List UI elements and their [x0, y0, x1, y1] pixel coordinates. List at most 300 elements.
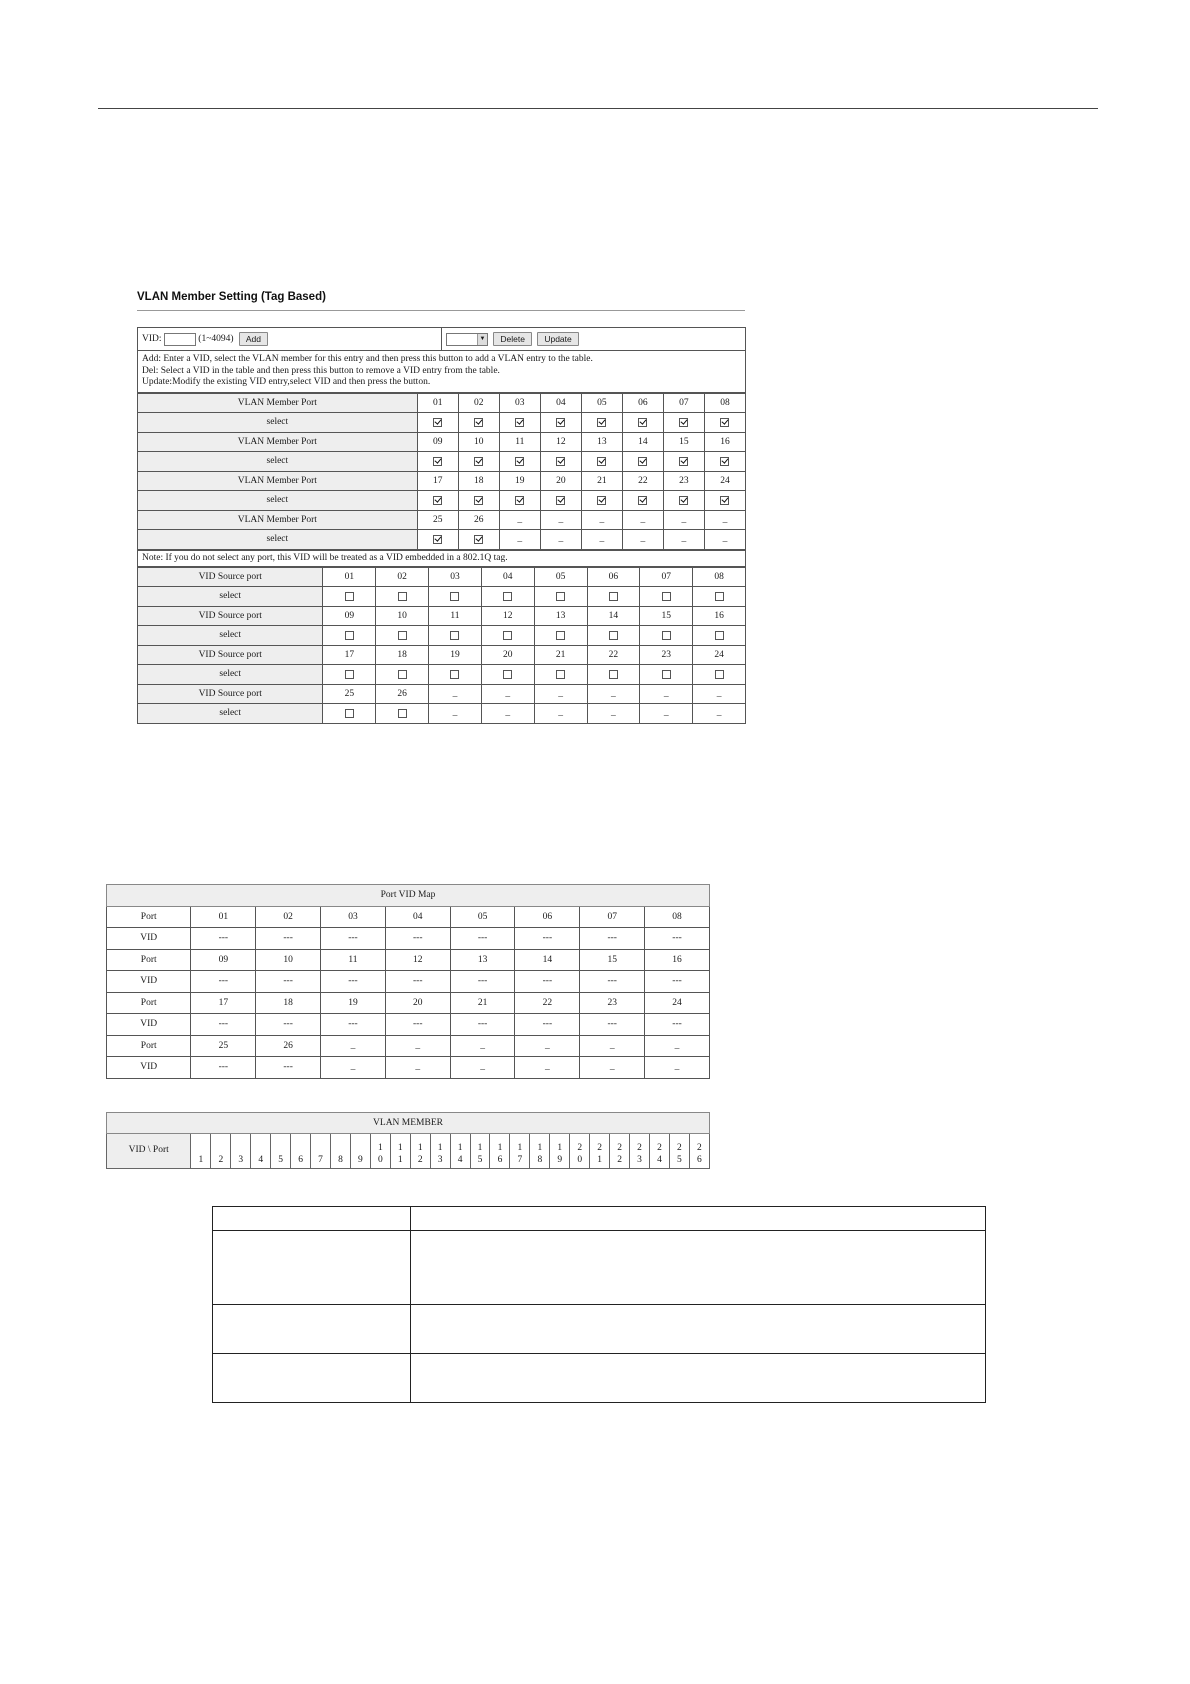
- pvm-vid-value: ---: [256, 971, 321, 993]
- pvm-vid-value: ---: [191, 1057, 256, 1079]
- port-checkbox[interactable]: [433, 418, 442, 427]
- port-checkbox[interactable]: [515, 418, 524, 427]
- port-number: 17: [323, 645, 376, 665]
- member-select-row: [138, 530, 746, 550]
- select-label: select: [138, 704, 323, 724]
- pvm-port-row: [107, 906, 710, 928]
- port-number: 12: [481, 606, 534, 626]
- pvm-vid-value: _: [450, 1057, 515, 1079]
- port-checkbox[interactable]: [556, 418, 565, 427]
- pvm-vid-value: ---: [450, 1014, 515, 1036]
- pvm-port-label: Port: [107, 906, 191, 928]
- empty-mark: _: [611, 708, 616, 719]
- pvm-vid-label: VID: [107, 928, 191, 950]
- member-port-label: VLAN Member Port: [138, 471, 418, 491]
- desc-row-item: [213, 1231, 411, 1305]
- select-cell: [417, 530, 458, 550]
- port-number: _: [704, 510, 745, 530]
- port-checkbox[interactable]: [503, 631, 512, 640]
- port-vid-map-title: Port VID Map: [107, 885, 710, 907]
- vlan-member-port-header: 1 8: [530, 1134, 550, 1169]
- select-cell: [587, 704, 640, 724]
- port-checkbox[interactable]: [609, 592, 618, 601]
- vlan-member-port-header: 1: [191, 1134, 211, 1169]
- select-cell: [429, 704, 482, 724]
- empty-mark: _: [722, 534, 728, 545]
- pvm-port-number: 09: [191, 949, 256, 971]
- pvm-vid-value: ---: [515, 1014, 580, 1036]
- vlan-member-port-header: 2 6: [689, 1134, 709, 1169]
- pvm-port-row: [107, 949, 710, 971]
- member-port-row: [138, 393, 746, 413]
- port-checkbox[interactable]: [720, 496, 729, 505]
- pvm-vid-row: [107, 1057, 710, 1079]
- port-checkbox[interactable]: [503, 670, 512, 679]
- port-number: 13: [534, 606, 587, 626]
- select-cell: [481, 665, 534, 685]
- vid-entry-cell: [138, 328, 442, 351]
- pvm-port-number: 16: [645, 949, 710, 971]
- vlan-member-port-header: 8: [330, 1134, 350, 1169]
- vlan-member-port-header: 2 1: [590, 1134, 610, 1169]
- pvm-vid-value: ---: [191, 971, 256, 993]
- port-number: 08: [693, 567, 746, 587]
- port-checkbox[interactable]: [398, 670, 407, 679]
- pvm-port-number: 03: [321, 906, 386, 928]
- vid-input[interactable]: [164, 333, 196, 346]
- pvm-vid-value: ---: [645, 971, 710, 993]
- port-checkbox[interactable]: [597, 496, 606, 505]
- note-text: Note: If you do not select any port, this VID will be treated as a VID embedded in a 802.1Q tag.: [138, 550, 746, 566]
- port-checkbox[interactable]: [662, 670, 671, 679]
- port-checkbox[interactable]: [720, 457, 729, 466]
- select-cell: [540, 452, 581, 472]
- vid-select-dropdown[interactable]: [446, 333, 488, 346]
- port-checkbox[interactable]: [345, 709, 354, 718]
- vlan-member-port-header: 2 3: [630, 1134, 650, 1169]
- port-checkbox[interactable]: [433, 457, 442, 466]
- vlan-member-port-header: 1 3: [430, 1134, 450, 1169]
- select-cell: [323, 704, 376, 724]
- port-checkbox[interactable]: [609, 670, 618, 679]
- port-checkbox[interactable]: [515, 496, 524, 505]
- pvm-port-label: Port: [107, 992, 191, 1014]
- port-checkbox[interactable]: [679, 418, 688, 427]
- pvm-vid-value: ---: [191, 1014, 256, 1036]
- pvm-port-number: 13: [450, 949, 515, 971]
- page-header-rule: [98, 108, 1098, 109]
- title-divider: [137, 310, 745, 311]
- select-cell: [622, 491, 663, 511]
- empty-mark: _: [599, 534, 605, 545]
- port-checkbox[interactable]: [556, 592, 565, 601]
- port-number: 03: [429, 567, 482, 587]
- port-number: 23: [640, 645, 693, 665]
- select-label: select: [138, 587, 323, 607]
- port-number: 24: [693, 645, 746, 665]
- empty-mark: _: [663, 708, 669, 719]
- port-number: 10: [458, 432, 499, 452]
- port-number: 22: [587, 645, 640, 665]
- pvm-port-number: 12: [385, 949, 450, 971]
- port-number: 02: [376, 567, 429, 587]
- port-number: 09: [417, 432, 458, 452]
- vlan-member-port-header: 2 4: [649, 1134, 669, 1169]
- port-number: 05: [581, 393, 622, 413]
- vlan-member-port-header: 1 5: [470, 1134, 490, 1169]
- port-checkbox[interactable]: [345, 631, 354, 640]
- port-number: _: [481, 684, 534, 704]
- port-checkbox[interactable]: [720, 418, 729, 427]
- port-checkbox[interactable]: [345, 670, 354, 679]
- pvm-vid-value: _: [385, 1057, 450, 1079]
- pvm-port-number: 22: [515, 992, 580, 1014]
- pvm-vid-value: ---: [321, 928, 386, 950]
- port-number: 12: [540, 432, 581, 452]
- select-cell: [622, 530, 663, 550]
- select-cell: [587, 665, 640, 685]
- port-number: 09: [323, 606, 376, 626]
- select-cell: [704, 452, 745, 472]
- port-number: 04: [540, 393, 581, 413]
- vlan-member-setting-panel: [137, 327, 746, 724]
- port-number: 06: [587, 567, 640, 587]
- select-cell: [458, 413, 499, 433]
- port-checkbox[interactable]: [474, 457, 483, 466]
- port-number: _: [499, 510, 540, 530]
- select-cell: [323, 626, 376, 646]
- vlan-member-port-header: 1 1: [390, 1134, 410, 1169]
- port-checkbox[interactable]: [715, 670, 724, 679]
- select-cell: [622, 413, 663, 433]
- port-number: 03: [499, 393, 540, 413]
- desc-row-item: [213, 1354, 411, 1403]
- pvm-vid-row: [107, 928, 710, 950]
- port-number: 05: [534, 567, 587, 587]
- vlan-member-title: VLAN MEMBER: [107, 1113, 710, 1134]
- pvm-vid-value: _: [580, 1057, 645, 1079]
- select-cell: [376, 665, 429, 685]
- select-cell: [534, 665, 587, 685]
- port-number: 13: [581, 432, 622, 452]
- select-label: select: [138, 626, 323, 646]
- select-cell: [693, 704, 746, 724]
- help-add: Add: Enter a VID, select the VLAN member for this entry and then press this button to add a VLAN entry to the table.: [142, 354, 593, 364]
- select-cell: [581, 413, 622, 433]
- port-checkbox[interactable]: [597, 457, 606, 466]
- select-cell: [534, 626, 587, 646]
- port-checkbox[interactable]: [662, 631, 671, 640]
- port-checkbox[interactable]: [398, 592, 407, 601]
- pvm-vid-row: [107, 1014, 710, 1036]
- port-checkbox[interactable]: [609, 631, 618, 640]
- vlan-member-port-header: 2 5: [669, 1134, 689, 1169]
- vlan-member-port-header: 2 2: [610, 1134, 630, 1169]
- source-select-row: [138, 704, 746, 724]
- port-checkbox[interactable]: [450, 670, 459, 679]
- port-number: 21: [534, 645, 587, 665]
- chevron-down-icon[interactable]: ▼: [477, 334, 487, 345]
- port-checkbox[interactable]: [556, 496, 565, 505]
- select-cell: [581, 452, 622, 472]
- help-update: Update:Modify the existing VID entry,select VID and then press the button.: [142, 377, 431, 387]
- port-number: 19: [429, 645, 482, 665]
- port-number: 08: [704, 393, 745, 413]
- port-checkbox[interactable]: [474, 496, 483, 505]
- port-checkbox[interactable]: [638, 496, 647, 505]
- port-checkbox[interactable]: [345, 592, 354, 601]
- pvm-vid-value: ---: [515, 928, 580, 950]
- select-cell: [622, 452, 663, 472]
- select-cell: [376, 587, 429, 607]
- port-number: 18: [458, 471, 499, 491]
- pvm-port-number: _: [385, 1035, 450, 1057]
- pvm-port-row: [107, 1035, 710, 1057]
- vlan-member-port-header: 4: [251, 1134, 271, 1169]
- pvm-port-number: 14: [515, 949, 580, 971]
- port-number: 01: [323, 567, 376, 587]
- pvm-vid-value: ---: [256, 1057, 321, 1079]
- vlan-member-port-table: [137, 393, 746, 550]
- pvm-port-number: 10: [256, 949, 321, 971]
- port-number: _: [622, 510, 663, 530]
- select-cell: [693, 587, 746, 607]
- port-checkbox[interactable]: [515, 457, 524, 466]
- port-checkbox[interactable]: [556, 670, 565, 679]
- member-port-label: VLAN Member Port: [138, 432, 418, 452]
- member-port-label: VLAN Member Port: [138, 393, 418, 413]
- vlan-member-port-header: 1 2: [410, 1134, 430, 1169]
- pvm-vid-value: ---: [515, 971, 580, 993]
- pvm-vid-row: [107, 971, 710, 993]
- delete-button[interactable]: Delete: [493, 332, 532, 346]
- pvm-vid-value: ---: [450, 971, 515, 993]
- update-button[interactable]: Update: [537, 332, 578, 346]
- pvm-port-number: 25: [191, 1035, 256, 1057]
- source-port-row: [138, 684, 746, 704]
- pvm-port-number: 17: [191, 992, 256, 1014]
- select-cell: [693, 626, 746, 646]
- port-checkbox[interactable]: [638, 457, 647, 466]
- help-delete: Del: Select a VID in the table and then press this button to remove a VID entry from the table.: [142, 365, 500, 376]
- port-number: 06: [622, 393, 663, 413]
- pvm-port-number: 19: [321, 992, 386, 1014]
- port-number: 25: [417, 510, 458, 530]
- source-select-row: [138, 665, 746, 685]
- pvm-vid-value: ---: [191, 928, 256, 950]
- pvm-vid-value: ---: [256, 928, 321, 950]
- select-cell: [499, 452, 540, 472]
- add-button[interactable]: Add: [239, 332, 268, 346]
- member-port-label: VLAN Member Port: [138, 510, 418, 530]
- port-number: 19: [499, 471, 540, 491]
- select-cell: [499, 413, 540, 433]
- select-cell: [323, 587, 376, 607]
- select-cell: [663, 413, 704, 433]
- port-vid-map-table: [106, 884, 710, 1079]
- select-cell: [499, 530, 540, 550]
- empty-mark: _: [681, 534, 687, 545]
- select-cell: [481, 587, 534, 607]
- pvm-vid-value: ---: [385, 1014, 450, 1036]
- pvm-port-number: 21: [450, 992, 515, 1014]
- port-checkbox[interactable]: [679, 457, 688, 466]
- desc-header-description: [410, 1207, 985, 1231]
- select-cell: [704, 491, 745, 511]
- select-label: select: [138, 452, 418, 472]
- member-select-row: [138, 491, 746, 511]
- pvm-port-number: 11: [321, 949, 386, 971]
- select-cell: [663, 452, 704, 472]
- vlan-member-port-header: 1 9: [550, 1134, 570, 1169]
- pvm-port-number: 15: [580, 949, 645, 971]
- select-cell: [429, 626, 482, 646]
- port-number: 26: [376, 684, 429, 704]
- port-number: 16: [693, 606, 746, 626]
- pvm-port-number: _: [321, 1035, 386, 1057]
- port-number: 26: [458, 510, 499, 530]
- port-number: 14: [587, 606, 640, 626]
- pvm-port-number: 04: [385, 906, 450, 928]
- pvm-vid-value: ---: [645, 928, 710, 950]
- pvm-vid-value: ---: [256, 1014, 321, 1036]
- desc-row-description: [410, 1305, 985, 1354]
- port-checkbox[interactable]: [433, 535, 442, 544]
- vlan-member-setting-title: VLAN Member Setting (Tag Based): [137, 291, 326, 303]
- port-number: 18: [376, 645, 429, 665]
- vlan-control-table: [137, 327, 746, 393]
- pvm-port-number: _: [515, 1035, 580, 1057]
- desc-header-item: [213, 1207, 411, 1231]
- port-checkbox[interactable]: [715, 592, 724, 601]
- source-port-row: [138, 606, 746, 626]
- port-number: 11: [499, 432, 540, 452]
- pvm-port-number: 20: [385, 992, 450, 1014]
- port-checkbox[interactable]: [638, 418, 647, 427]
- port-number: 04: [481, 567, 534, 587]
- vid-label: VID:: [142, 334, 162, 345]
- port-checkbox[interactable]: [433, 496, 442, 505]
- select-cell: [663, 491, 704, 511]
- pvm-vid-value: ---: [580, 971, 645, 993]
- port-vid-map: [106, 884, 710, 1079]
- select-cell: [429, 665, 482, 685]
- vid-source-port-table: [137, 567, 746, 724]
- select-cell: [704, 530, 745, 550]
- pvm-port-row: [107, 992, 710, 1014]
- port-checkbox[interactable]: [474, 418, 483, 427]
- select-cell: [417, 491, 458, 511]
- pvm-vid-value: _: [515, 1057, 580, 1079]
- port-checkbox[interactable]: [662, 592, 671, 601]
- select-cell: [693, 665, 746, 685]
- port-checkbox[interactable]: [450, 592, 459, 601]
- help-text: [138, 351, 746, 393]
- vlan-member-port-header: 2 0: [570, 1134, 590, 1169]
- description-table: [212, 1206, 986, 1403]
- port-number: 15: [640, 606, 693, 626]
- port-number: _: [640, 684, 693, 704]
- pvm-port-number: _: [580, 1035, 645, 1057]
- vlan-member-port-header: 6: [291, 1134, 311, 1169]
- vlan-member-table: [106, 1112, 710, 1169]
- pvm-port-number: _: [450, 1035, 515, 1057]
- note-table: [137, 550, 746, 567]
- vlan-member-port-header: 7: [311, 1134, 331, 1169]
- port-checkbox[interactable]: [597, 418, 606, 427]
- pvm-vid-value: ---: [580, 1014, 645, 1036]
- pvm-vid-value: _: [645, 1057, 710, 1079]
- empty-mark: _: [517, 534, 523, 545]
- pvm-vid-value: ---: [385, 928, 450, 950]
- port-checkbox[interactable]: [398, 709, 407, 718]
- port-number: 21: [581, 471, 622, 491]
- port-number: 07: [640, 567, 693, 587]
- port-checkbox[interactable]: [398, 631, 407, 640]
- source-port-label: VID Source port: [138, 567, 323, 587]
- select-cell: [581, 491, 622, 511]
- port-checkbox[interactable]: [715, 631, 724, 640]
- vlan-member-port-header: 1 4: [450, 1134, 470, 1169]
- vlan-member-port-header: 9: [350, 1134, 370, 1169]
- port-number: 16: [704, 432, 745, 452]
- pvm-vid-value: ---: [645, 1014, 710, 1036]
- source-port-label: VID Source port: [138, 684, 323, 704]
- desc-row-description: [410, 1231, 985, 1305]
- port-checkbox[interactable]: [556, 631, 565, 640]
- port-checkbox[interactable]: [556, 457, 565, 466]
- vlan-member-port-header: 5: [271, 1134, 291, 1169]
- select-cell: [417, 413, 458, 433]
- select-cell: [458, 452, 499, 472]
- pvm-port-number: 02: [256, 906, 321, 928]
- source-port-row: [138, 645, 746, 665]
- port-number: _: [534, 684, 587, 704]
- vlan-member-port-header: 1 0: [370, 1134, 390, 1169]
- select-cell: [458, 530, 499, 550]
- select-cell: [640, 587, 693, 607]
- source-port-label: VID Source port: [138, 606, 323, 626]
- port-checkbox[interactable]: [450, 631, 459, 640]
- port-checkbox[interactable]: [474, 535, 483, 544]
- port-number: 22: [622, 471, 663, 491]
- pvm-port-number: 05: [450, 906, 515, 928]
- select-cell: [704, 413, 745, 433]
- select-cell: [534, 704, 587, 724]
- empty-mark: _: [505, 708, 511, 719]
- pvm-port-number: 01: [191, 906, 256, 928]
- pvm-port-number: 07: [580, 906, 645, 928]
- select-label: select: [138, 665, 323, 685]
- pvm-vid-label: VID: [107, 1057, 191, 1079]
- select-cell: [323, 665, 376, 685]
- port-number: 24: [704, 471, 745, 491]
- port-number: _: [587, 684, 640, 704]
- port-number: 23: [663, 471, 704, 491]
- select-cell: [587, 587, 640, 607]
- port-checkbox[interactable]: [679, 496, 688, 505]
- select-cell: [417, 452, 458, 472]
- select-cell: [481, 704, 534, 724]
- port-checkbox[interactable]: [503, 592, 512, 601]
- select-cell: [481, 626, 534, 646]
- select-cell: [534, 587, 587, 607]
- port-number: 14: [622, 432, 663, 452]
- member-port-row: [138, 432, 746, 452]
- port-number: 10: [376, 606, 429, 626]
- port-number: 15: [663, 432, 704, 452]
- pvm-vid-value: ---: [580, 928, 645, 950]
